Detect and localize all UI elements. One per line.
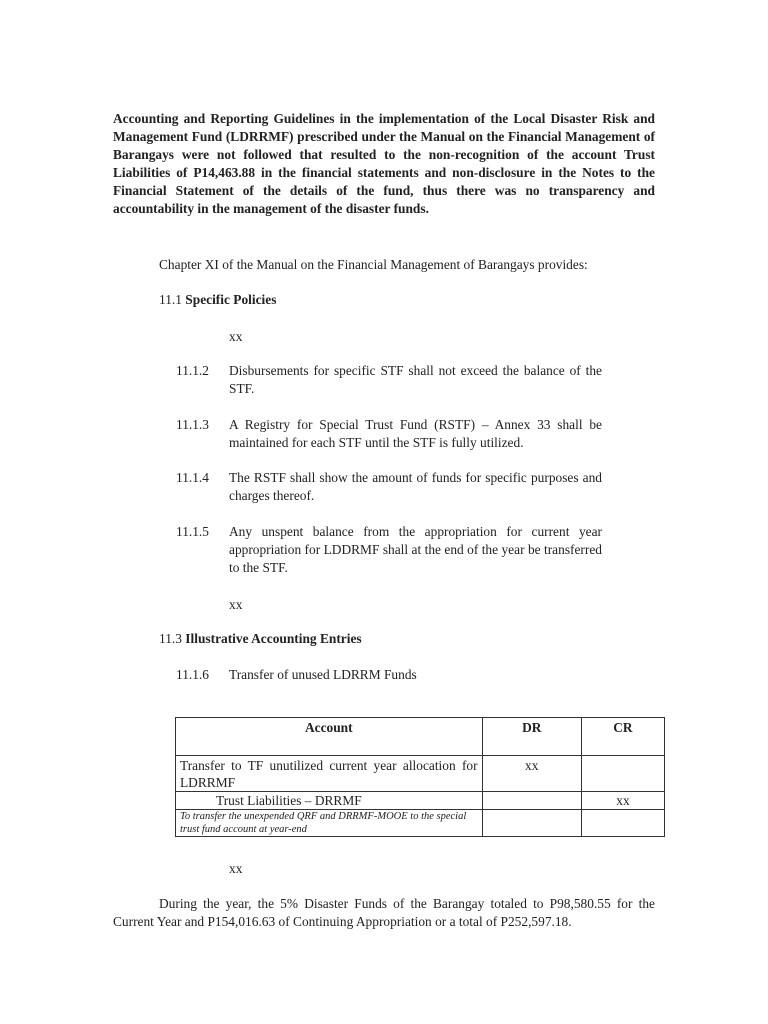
table-header-row: [176, 718, 665, 756]
row-dr: [482, 792, 581, 810]
table-row: [176, 756, 665, 792]
finding-heading: Accounting and Reporting Guidelines in the implementation of the Local Disaster Risk and Management Fund (LDRRMF) prescribed under the Manual on the Financial Management of Barangays were not followed that resulted to the non-recognition of the account Trust Liabilities of P14,463.88 in the financial statements and non-disclosure in the Notes to the Financial Statement of the details of the fund, thus there was no transparency and accountability in the management of the disaster funds.: [113, 111, 655, 216]
policy-text: A Registry for Special Trust Fund (RSTF) – Annex 33 shall be maintained for each STF until the STF is fully utilized.: [229, 417, 602, 450]
policy-number: 11.1.2: [176, 363, 209, 378]
section-title: Specific Policies: [185, 292, 277, 307]
policy-number: 11.1.5: [176, 524, 209, 539]
header-cr: CR: [581, 718, 664, 756]
section-heading-specific-policies: [159, 291, 276, 309]
policy-text: Any unspent balance from the appropriation for current year appropriation for LDDRMF shall at the end of the year be transferred to the STF.: [229, 524, 602, 575]
entry-number: 11.1.6: [176, 667, 209, 682]
section-heading-accounting-entries: [159, 630, 362, 648]
row-cr: xx: [581, 792, 664, 810]
policy-number: 11.1.4: [176, 470, 209, 485]
row-account: Trust Liabilities – DRRMF: [176, 792, 483, 810]
row-cr: [581, 810, 664, 837]
policy-number: 11.1.3: [176, 417, 209, 432]
policy-text: The RSTF shall show the amount of funds for specific purposes and charges thereof.: [229, 470, 602, 503]
table-row: [176, 792, 665, 810]
section-number: 11.3: [159, 631, 182, 646]
section-number: 11.1: [159, 292, 182, 307]
intro-paragraph: Chapter XI of the Manual on the Financial Management of Barangays provides:: [159, 257, 588, 272]
section-title: Illustrative Accounting Entries: [185, 631, 362, 646]
accounting-entries-table: [175, 717, 665, 837]
row-dr: [482, 810, 581, 837]
ellipsis-marker: xx: [229, 861, 243, 876]
header-account: Account: [176, 718, 483, 756]
table-row: [176, 810, 665, 837]
ellipsis-marker: xx: [229, 597, 243, 612]
ellipsis-marker: xx: [229, 329, 243, 344]
row-cr: [581, 756, 664, 792]
row-explanation: To transfer the unexpended QRF and DRRMF-MOOE to the special trust fund account at year-end: [176, 810, 483, 837]
header-dr: DR: [482, 718, 581, 756]
closing-paragraph: During the year, the 5% Disaster Funds of the Barangay totaled to P98,580.55 for the Current Year and P154,016.63 of Continuing Appropriation or a total of P252,597.18.: [113, 896, 655, 929]
row-account: Transfer to TF unutilized current year allocation for LDRRMF: [176, 756, 483, 792]
policy-text: Disbursements for specific STF shall not exceed the balance of the STF.: [229, 363, 602, 396]
row-dr: xx: [482, 756, 581, 792]
entry-text: Transfer of unused LDRRM Funds: [229, 667, 417, 682]
